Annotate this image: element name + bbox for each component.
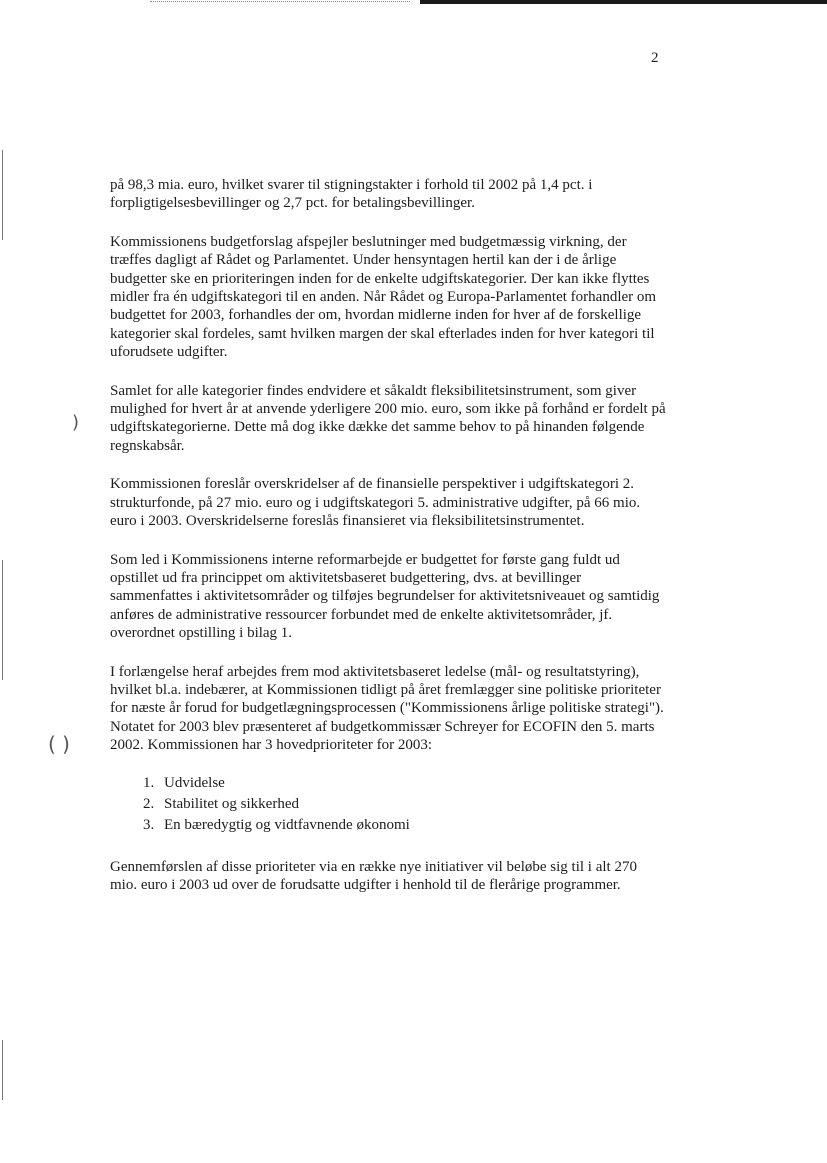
priority-list xyxy=(110,773,666,836)
priority-item: 2. Stabilitet og sikkerhed xyxy=(158,794,666,815)
punch-hole-mark: ( ) xyxy=(48,732,70,756)
punch-hole-mark: ) xyxy=(72,412,80,433)
document-body xyxy=(110,176,666,914)
scan-edge-mark xyxy=(2,150,3,240)
paragraph-2: Kommissionens budgetforslag afspejler beslutninger med budgetmæssig virkning, der træffes dagligt af Rådet og Parlamentet. Under hensyntagen hertil kan der i de årlige budgetter ske en prioriteringen inden for de enkelte udgiftskategorier. Der kan ikke flyttes midler fra én udgiftskategori til en anden. Når Rådet og Europa-Parlamentet forhandler om budgettet for 2003, forhandles der om, hvordan midlerne inden for hver af de forskellige kategorier skal fordeles, samt hvilken margen der skal efterlades inden for hver kategori til uforudsete udgifter. xyxy=(110,233,657,361)
closing-paragraph: Gennemførslen af disse prioriteter via en række nye initiativer vil beløbe sig til i alt 270 mio. euro i 2003 ud over de forudsatte udgifter i henhold til de flerårige programmer. xyxy=(110,858,637,893)
paragraph-5: Som led i Kommissionens interne reformarbejde er budgettet for første gang fuldt ud opstillet ud fra princippet om aktivitetsbaseret budgettering, dvs. at bevillinger sammenfattes i aktivitetsområder og tilføjes begrundelser for aktivitetsniveauet og samtidig anføres de administrative ressourcer forbundet med de enkelte aktivitetsområder, jf. overordnet opstilling i bilag 1. xyxy=(110,551,660,642)
paragraph-4: Kommissionen foreslår overskridelser af de finansielle perspektiver i udgiftskategori 2. strukturfonde, på 27 mio. euro og i udgiftskategori 5. administrative udgifter, på 66 mio. euro i 2003. Overskridelserne foreslås finansieret via fleksibilitetsinstrumentet. xyxy=(110,476,641,530)
priority-item: 1. Udvidelse xyxy=(158,773,666,794)
scan-edge-mark xyxy=(2,560,3,680)
paragraph-1: på 98,3 mia. euro, hvilket svarer til stigningstakter i forhold til 2002 på 1,4 pct. i forpligtigelsesbevillinger og 2,7 pct. for betalingsbevillinger. xyxy=(110,177,593,212)
paragraph-6: I forlængelse heraf arbejdes frem mod aktivitetsbaseret ledelse (mål- og resultatstyring), hvilket bl.a. indebærer, at Kommissionen tidligt på året fremlægger sine politiske prioriteter for næste år forud for budgetlægningsprocessen ("Kommissionens årlige politiske strategi"). Notatet for 2003 blev præsenteret af budgetkommissær Schreyer for ECOFIN den 5. marts 2002. Kommissionen har 3 hovedprioriteter for 2003: xyxy=(110,663,664,754)
paragraph-3: Samlet for alle kategorier findes endvidere et såkaldt fleksibilitetsinstrument, som giver mulighed for hvert år at anvende yderligere 200 mio. euro, som ikke på forhånd er fordelt på udgiftskategorierne. Dette må dog ikke dække det samme behov to på hinanden følgende regnskabsår. xyxy=(110,382,666,454)
scan-edge-mark xyxy=(2,1040,3,1100)
page-number: 2 xyxy=(651,50,659,66)
scan-artifact-dots xyxy=(150,1,410,3)
scan-artifact-bar xyxy=(420,0,827,4)
priority-item: 3. En bæredygtig og vidtfavnende økonomi xyxy=(158,815,666,836)
